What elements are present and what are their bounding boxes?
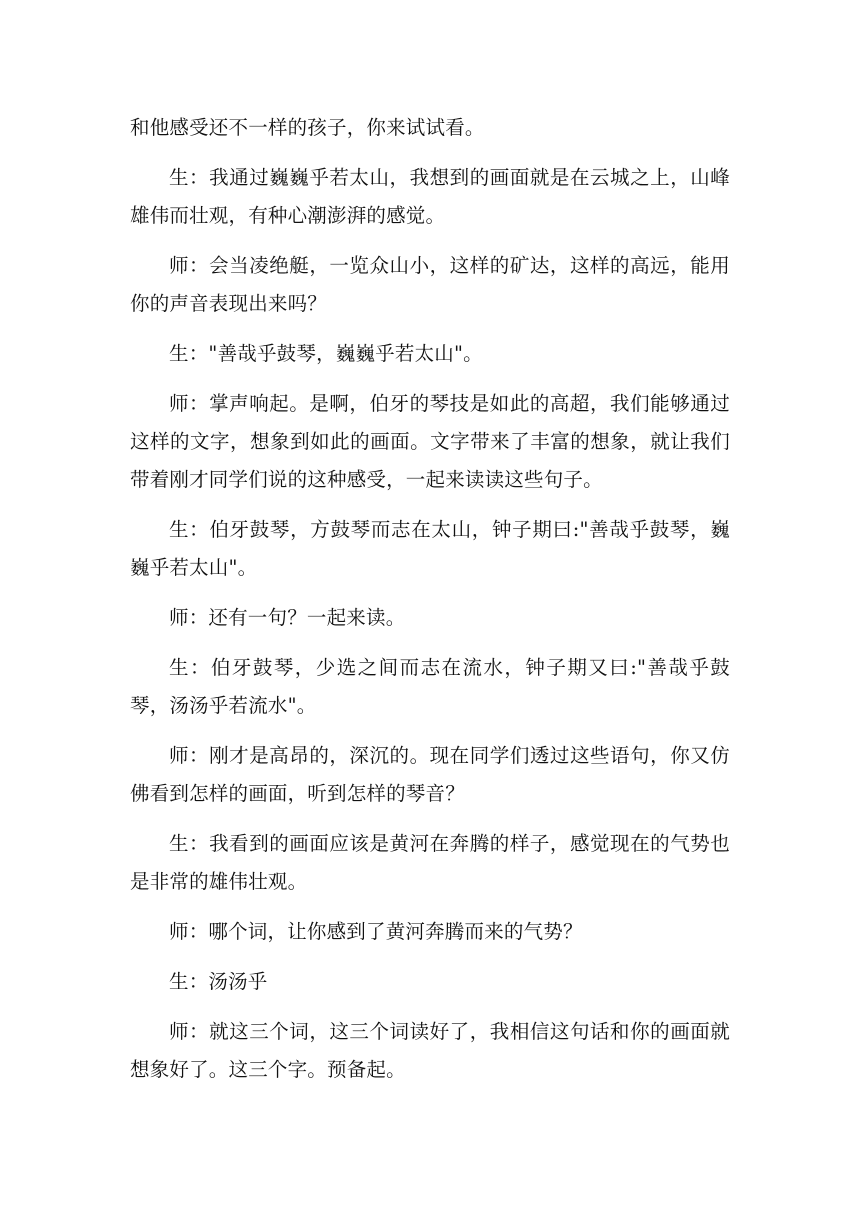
paragraph: 师：哪个词，让你感到了黄河奔腾而来的气势？	[169, 920, 583, 943]
paragraph: 生：伯牙鼓琴，方鼓琴而志在太山，钟子期曰:"善哉乎鼓琴，巍巍乎若太山"。	[130, 518, 730, 579]
paragraph: 师：会当凌绝艇，一览众山小，这样的矿达，这样的高远，能用你的声音表现出来吗？	[130, 254, 730, 315]
paragraph: 师：还有一句？一起来读。	[169, 606, 406, 629]
paragraph: 师：刚才是高昂的，深沉的。现在同学们透过这些语句，你又仿佛看到怎样的画面，听到怎样的琴音？	[130, 744, 730, 805]
paragraph: 师：掌声响起。是啊，伯牙的琴技是如此的高超，我们能够通过这样的文字，想象到如此的画面。文字带来了丰富的想象，就让我们带着刚才同学们说的这种感受，一起来读读这些句子。	[130, 392, 730, 491]
paragraph: 生：我通过巍巍乎若太山，我想到的画面就是在云城之上，山峰雄伟而壮观，有种心潮澎湃的感觉。	[130, 166, 730, 227]
paragraph: 生：汤汤乎	[169, 970, 268, 993]
paragraph: 生："善哉乎鼓琴，巍巍乎若太山"。	[169, 342, 483, 365]
paragraph: 生：我看到的画面应该是黄河在奔腾的样子，感觉现在的气势也是非常的雄伟壮观。	[130, 832, 730, 893]
document-page	[130, 109, 730, 1101]
paragraph: 师：就这三个词，这三个词读好了，我相信这句话和你的画面就想象好了。这三个字。预备起。	[130, 1020, 730, 1081]
paragraph: 生：伯牙鼓琴，少选之间而志在流水，钟子期又曰:"善哉乎鼓琴，汤汤乎若流水"。	[130, 656, 730, 717]
paragraph: 和他感受还不一样的孩子，你来试试看。	[130, 116, 485, 139]
